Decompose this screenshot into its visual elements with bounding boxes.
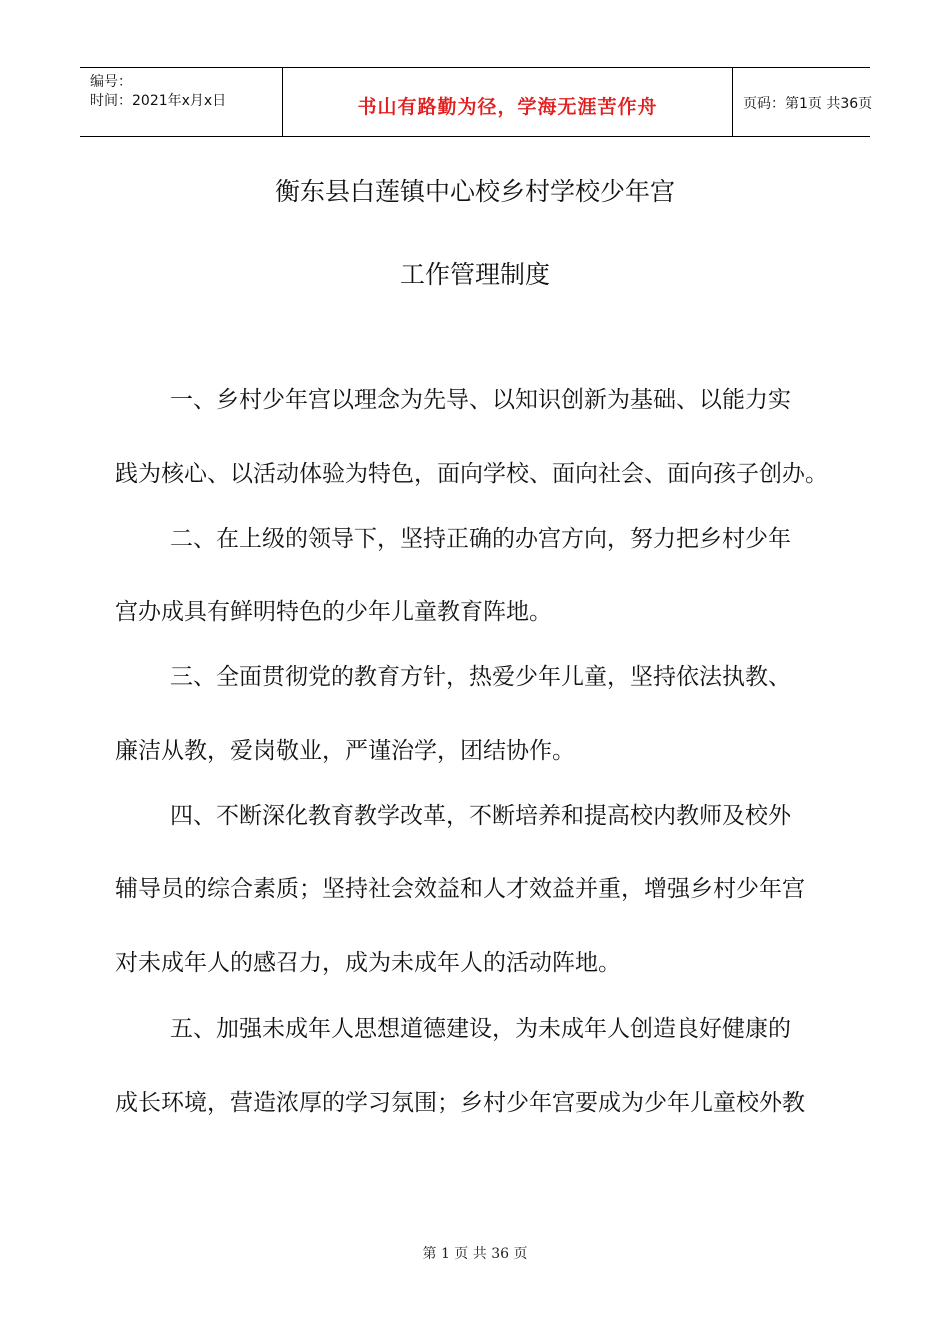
body-line: 二、在上级的领导下，坚持正确的办宫方向，努力把乡村少年: [170, 526, 791, 552]
body-line: 对未成年人的感召力，成为未成年人的活动阵地。: [115, 950, 621, 976]
motto-text: 书山有路勤为径，学海无涯苦作舟: [357, 96, 658, 118]
document-title-line2: 工作管理制度: [399, 260, 550, 289]
body-line: 辅导员的综合素质；坚持社会效益和人才效益并重，增强乡村少年宫: [115, 876, 805, 902]
header-table: [80, 67, 873, 137]
date-label: 时间：2021年x月x日: [90, 93, 227, 109]
body-line: 廉洁从教，爱岗敬业，严谨治学，团结协作。: [115, 738, 575, 764]
body-line: 成长环境，营造浓厚的学习氛围；乡村少年宫要成为少年儿童校外教: [115, 1090, 805, 1116]
page-info: 页码：第1页 共36页: [743, 96, 873, 112]
number-label: 编号：: [90, 74, 132, 90]
document-title-line1: 衡东县白莲镇中心校乡村学校少年宫: [274, 177, 675, 206]
body-line: 践为核心、以活动体验为特色，面向学校、面向社会、面向孩子创办。: [115, 461, 828, 487]
body-line: 四、不断深化教育教学改革，不断培养和提高校内教师及校外: [170, 803, 791, 829]
header-page-cell: [733, 68, 873, 136]
page-footer: 第 1 页 共 36 页: [422, 1246, 528, 1262]
body-line: 宫办成具有鲜明特色的少年儿童教育阵地。: [115, 599, 552, 625]
body-line: 一、乡村少年宫以理念为先导、以知识创新为基础、以能力实: [170, 387, 791, 413]
header-info-cell: [80, 68, 282, 136]
header-motto-cell: [282, 68, 733, 136]
body-line: 三、全面贯彻党的教育方针，热爱少年儿童，坚持依法执教、: [170, 664, 791, 690]
body-line: 五、加强未成年人思想道德建设，为未成年人创造良好健康的: [170, 1016, 791, 1042]
